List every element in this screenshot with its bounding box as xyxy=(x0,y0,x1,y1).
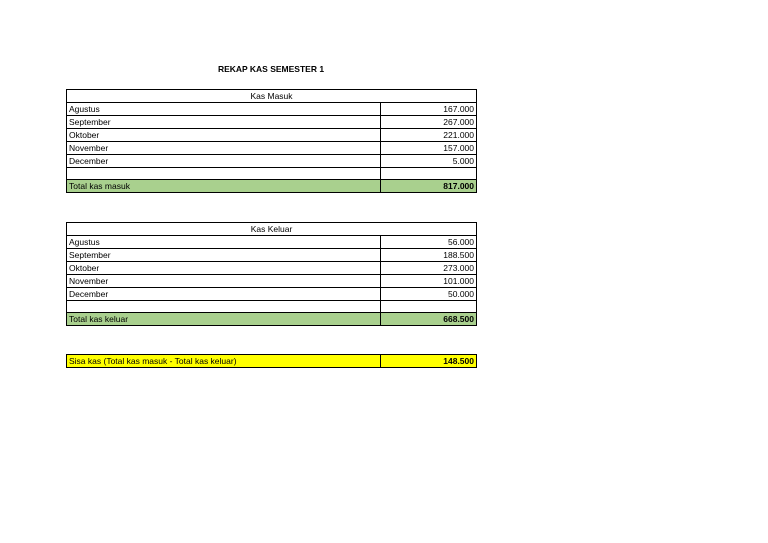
table-row xyxy=(67,275,477,288)
sisa-kas-table xyxy=(66,354,477,368)
amount-cell[interactable]: 50.000 xyxy=(381,288,477,301)
total-kas-masuk-value[interactable]: 817.000 xyxy=(381,180,477,193)
sisa-kas-label[interactable]: Sisa kas (Total kas masuk - Total kas keluar) xyxy=(67,355,381,368)
table-header-row xyxy=(67,223,477,236)
month-cell[interactable]: Oktober xyxy=(67,129,381,142)
empty-cell[interactable] xyxy=(381,301,477,313)
table-row xyxy=(67,262,477,275)
sisa-kas-row xyxy=(67,355,477,368)
month-cell[interactable]: November xyxy=(67,142,381,155)
amount-cell[interactable]: 221.000 xyxy=(381,129,477,142)
table-row xyxy=(67,236,477,249)
empty-row xyxy=(67,168,477,180)
kas-masuk-table xyxy=(66,89,477,193)
table-row xyxy=(67,116,477,129)
empty-cell[interactable] xyxy=(67,301,381,313)
table-row xyxy=(67,249,477,262)
amount-cell[interactable]: 267.000 xyxy=(381,116,477,129)
amount-cell[interactable]: 101.000 xyxy=(381,275,477,288)
table-row xyxy=(67,129,477,142)
total-kas-keluar-value[interactable]: 668.500 xyxy=(381,313,477,326)
table-row xyxy=(67,103,477,116)
empty-row xyxy=(67,301,477,313)
month-cell[interactable]: Oktober xyxy=(67,262,381,275)
table-row xyxy=(67,288,477,301)
amount-cell[interactable]: 5.000 xyxy=(381,155,477,168)
table-row xyxy=(67,155,477,168)
total-kas-masuk-label[interactable]: Total kas masuk xyxy=(67,180,381,193)
empty-cell[interactable] xyxy=(67,168,381,180)
month-cell[interactable]: November xyxy=(67,275,381,288)
month-cell[interactable]: September xyxy=(67,249,381,262)
total-kas-keluar-label[interactable]: Total kas keluar xyxy=(67,313,381,326)
empty-cell[interactable] xyxy=(381,168,477,180)
month-cell[interactable]: September xyxy=(67,116,381,129)
table-row xyxy=(67,142,477,155)
page-title: REKAP KAS SEMESTER 1 xyxy=(217,64,325,74)
kas-keluar-table xyxy=(66,222,477,326)
kas-keluar-header[interactable]: Kas Keluar xyxy=(67,223,477,236)
table-header-row xyxy=(67,90,477,103)
month-cell[interactable]: December xyxy=(67,288,381,301)
total-row xyxy=(67,313,477,326)
month-cell[interactable]: Agustus xyxy=(67,103,381,116)
amount-cell[interactable]: 167.000 xyxy=(381,103,477,116)
month-cell[interactable]: Agustus xyxy=(67,236,381,249)
amount-cell[interactable]: 273.000 xyxy=(381,262,477,275)
sisa-kas-value[interactable]: 148.500 xyxy=(381,355,477,368)
amount-cell[interactable]: 56.000 xyxy=(381,236,477,249)
total-row xyxy=(67,180,477,193)
amount-cell[interactable]: 157.000 xyxy=(381,142,477,155)
kas-masuk-header[interactable]: Kas Masuk xyxy=(67,90,477,103)
month-cell[interactable]: December xyxy=(67,155,381,168)
amount-cell[interactable]: 188.500 xyxy=(381,249,477,262)
